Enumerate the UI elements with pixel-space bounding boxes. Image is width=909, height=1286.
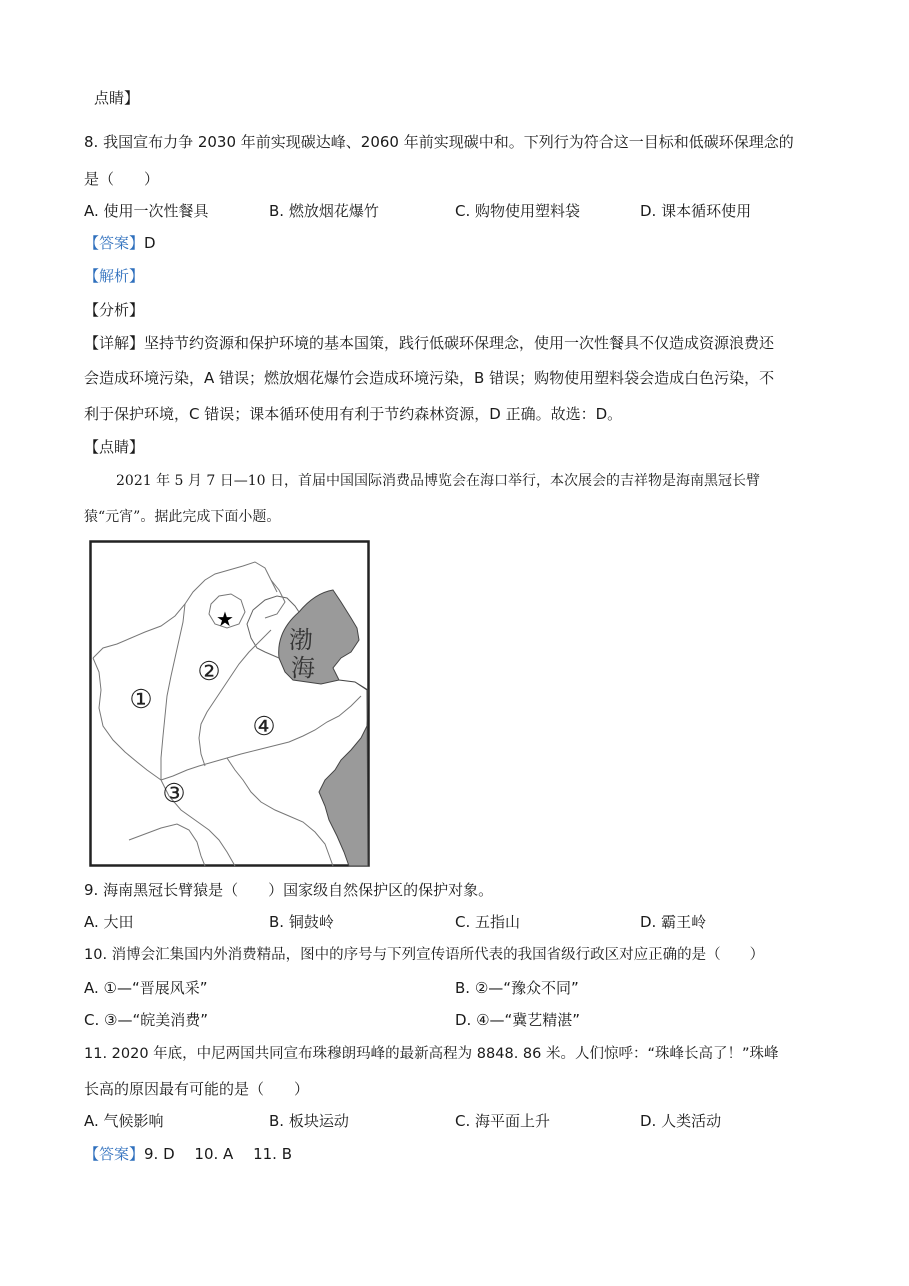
province-map-svg [89,540,370,867]
sea-label-hai: 海 [291,654,315,682]
q9-option-c: C. 五指山 [455,913,521,931]
q10-option-a: A. ①—“晋展风采” [84,979,208,997]
detail-line2: 会造成环境污染，A 错误；燃放烟花爆竹会造成环境污染，B 错误；购物使用塑料袋会造成白色污染，不 [84,369,775,387]
detail-line1 [84,333,774,353]
q8-option-b: B. 燃放烟花爆竹 [269,202,379,220]
passage-line1: 2021 年 5 月 7 日—10 日，首届中国国际消费品博览会在海口举行，本次展会的吉祥物是海南黑冠长臂 [116,473,760,489]
detail-line3: 利于保护环境，C 错误；课本循环使用有利于节约森林资源，D 正确。故选：D。 [84,405,623,423]
q8-answer [84,233,156,253]
q10-stem: 10. 消博会汇集国内外消费精品，图中的序号与下列宣传语所代表的我国省级行政区对应正确的是（ ） [84,947,765,963]
q11-option-b: B. 板块运动 [269,1112,349,1130]
answer-value: D [144,234,156,252]
q8-stem-line2: 是（ ） [84,170,160,188]
capital-star-icon: ★ [216,607,234,631]
q10-option-d: D. ④—“冀艺精湛” [455,1011,581,1029]
q9-option-d: D. 霸王岭 [640,913,707,931]
sea-label-bo: 渤 [289,626,313,654]
q8-option-a: A. 使用一次性餐具 [84,202,209,220]
fenxi-label: 【分析】 [84,301,145,319]
q9-stem: 9. 海南黑冠长臂猿是（ ）国家级自然保护区的保护对象。 [84,881,494,899]
region-label-3: ③ [162,779,186,809]
region-label-1: ① [129,685,153,715]
final-answer [84,1144,292,1164]
dianjing-heading-top: 点睛】 [94,89,140,107]
passage-line2: 猿“元宵”。据此完成下面小题。 [84,509,281,525]
q9-option-a: A. 大田 [84,913,134,931]
q11-option-d: D. 人类活动 [640,1112,722,1130]
q8-option-c: C. 购物使用塑料袋 [455,202,581,220]
q8-option-d: D. 课本循环使用 [640,202,752,220]
q11-option-a: A. 气候影响 [84,1112,164,1130]
detail-text-1: 坚持节约资源和保护环境的基本国策，践行低碳环保理念，使用一次性餐具不仅造成资源浪费还 [144,334,775,352]
final-answer-label: 【答案】 [84,1145,145,1163]
q11-option-c: C. 海平面上升 [455,1112,551,1130]
answer-label: 【答案】 [84,234,145,252]
province-map [89,540,370,867]
analysis-label: 【解析】 [84,267,145,285]
q10-option-c: C. ③—“皖美消费” [84,1011,208,1029]
detail-label: 【详解】 [84,334,145,352]
q10-option-b: B. ②—“豫众不同” [455,979,579,997]
q8-stem-line1: 8. 我国宣布力争 2030 年前实现碳达峰、2060 年前实现碳中和。下列行为符合这一目标和低碳环保理念的 [84,133,794,151]
q11-stem-line2: 长高的原因最有可能的是（ ） [84,1080,310,1098]
final-answer-value: 9. D 10. A 11. B [144,1145,292,1163]
q9-option-b: B. 铜鼓岭 [269,913,334,931]
q11-stem-line1: 11. 2020 年底，中尼两国共同宣布珠穆朗玛峰的最新高程为 8848. 86 米。人们惊呼：“珠峰长高了！”珠峰 [84,1046,779,1062]
region-label-4: ④ [252,712,276,742]
dianjing-label: 【点睛】 [84,438,145,456]
region-label-2: ② [197,657,221,687]
